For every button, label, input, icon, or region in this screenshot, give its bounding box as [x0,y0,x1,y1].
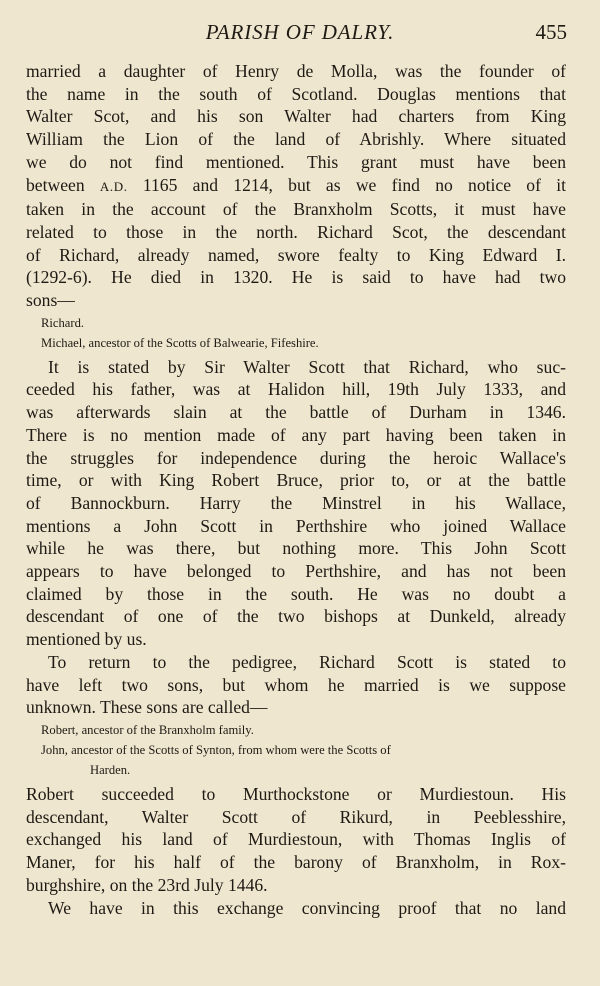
body-text [26,60,566,919]
text-line: There is no mention made of any part having been taken in [26,424,566,445]
text-line: related to those in the north. Richard Scot, the descendant [26,221,566,242]
text-line: time, or with King Robert Bruce, prior to, or at the battle [26,470,566,491]
text-line: burghshire, on the 23rd July 1446. [26,874,268,895]
text-line: Maner, for his half of the barony of Branxholm, in Rox- [26,852,566,873]
text-line: To return to the pedigree, Richard Scott is stated to [48,651,566,672]
text-line: descendant, Walter Scott of Rikurd, in Peeblesshire, [26,806,566,827]
text-line: taken in the account of the Branxholm Scotts, it must have [26,199,566,220]
paragraph [26,897,566,920]
text-line: mentions a John Scott in Perthshire who joined Wallace [26,515,566,536]
paragraph [26,60,566,312]
paragraph [26,783,566,897]
text-line: We have in this exchange convincing proof that no land [48,897,566,918]
text-line: of Bannockburn. Harry the Minstrel in his Wallace, [26,492,566,513]
text-line: exchanged his land of Murdiestoun, with Thomas Inglis of [26,829,566,850]
list-item: Michael, ancestor of the Scotts of Balwearie, Fifeshire. [41,335,319,350]
paragraph [26,356,566,651]
small-caps-era: A.D. [99,178,128,194]
page-number: 455 [535,20,567,44]
sons-list [26,720,566,780]
text-line: It is stated by Sir Walter Scott that Richard, who suc- [48,356,566,377]
text-line: appears to have belonged to Perthshire, and has not been [26,561,566,582]
text-line: (1292-6). He died in 1320. He is said to have had two [26,267,566,288]
text-line: William the Lion of the land of Abrishly. Where situated [26,129,566,150]
text-line: sons— [26,290,75,311]
text-line: while he was there, but nothing more. This John Scott [26,538,566,559]
running-title: PARISH OF DALRY. [205,20,395,44]
text-line: have left two sons, but whom he married is we suppose [26,674,566,695]
text-line: married a daughter of Henry de Molla, was the founder of [26,61,566,81]
text-line: of Richard, already named, swore fealty to King Edward I. [26,244,566,265]
text-fragment: 1165 and 1214, but as we find no notice of it [142,174,566,195]
text-line: Robert succeeded to Murthockstone or Murdiestoun. His [26,783,566,804]
list-item: Richard. [41,315,85,330]
list-item-continuation: Harden. [90,762,131,777]
running-head [0,20,600,46]
text-line: claimed by those in the south. He was no doubt a [26,583,566,604]
text-line: the struggles for independence during the heroic Wallace's [26,447,566,468]
sons-list [26,313,566,353]
paragraph [26,651,566,719]
text-line: was afterwards slain at the battle of Durham in 1346. [26,402,566,423]
text-line: descendant of one of the two bishops at Dunkeld, already [26,606,566,627]
list-item: Robert, ancestor of the Branxholm family. [41,722,254,737]
text-line: we do not find mentioned. This grant must have been [26,151,566,172]
text-line: Walter Scot, and his son Walter had charters from King [26,106,566,127]
text-line: the name in the south of Scotland. Douglas mentions that [26,83,566,104]
text-fragment: between [26,174,85,195]
text-line [26,174,566,199]
text-line: ceeded his father, was at Halidon hill, 19th July 1333, and [26,379,566,400]
list-item: John, ancestor of the Scotts of Synton, from whom were the Scotts of [41,742,391,757]
text-line: mentioned by us. [26,629,147,650]
text-line: unknown. These sons are called— [26,697,268,718]
